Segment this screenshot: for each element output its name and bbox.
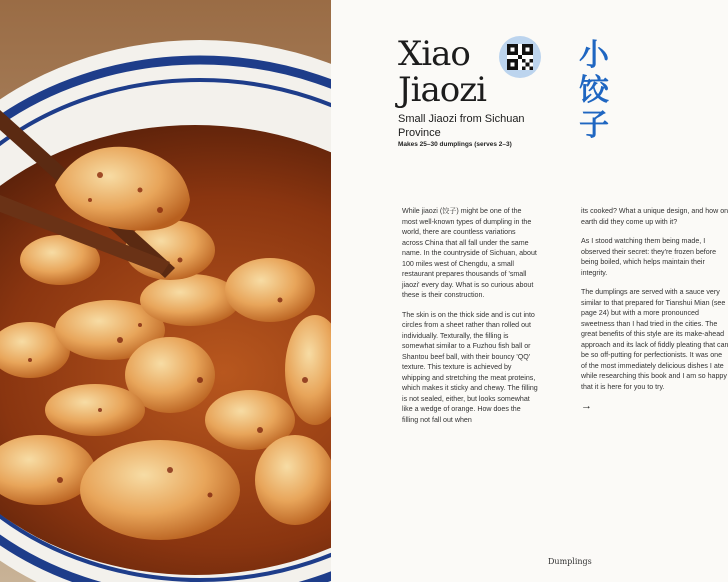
recipe-page <box>331 0 728 582</box>
paragraph: its cooked? What a unique design, and how on earth did they come up with it? <box>581 207 728 226</box>
chinese-title <box>577 38 611 143</box>
dumplings-photo-illustration <box>0 0 331 582</box>
title-line-2: Jiaozi <box>398 70 487 110</box>
chinese-char-2: 饺 <box>579 73 609 108</box>
food-photo <box>0 0 331 582</box>
chinese-char-3: 子 <box>579 108 609 143</box>
body-column-1 <box>402 206 538 434</box>
paragraph: The skin is on the thick side and is cut into circles from a sheet rather than rolled out individually. Texturally, the filling is somewhat similar to a Fuzhou fish ball or Shantou beef ball, with their bouncy 'QQ' texture. This texture is achieved by whipping and stretching the meat proteins, which makes it sticky and chewy. The filling is not sealed, either, but looks somewhat like a wedge of orange. How does the filling not fall out when <box>402 310 538 424</box>
recipe-yield: Makes 25–30 dumplings (serves 2–3) <box>398 141 512 148</box>
arrow-right-icon[interactable]: → <box>581 400 592 412</box>
paragraph: As I stood watching them being made, I observed their secret: they're frozen before being boiled, which helps maintain their integrity. <box>581 237 717 277</box>
recipe-title <box>398 36 486 108</box>
paragraph: The dumplings are served with a sauce very similar to that prepared for Tianshui Mian (see page 24) but with a more pronounced sweetness than I had tried in the cities. The great benefits of this style are its make-ahead approach and its lack of fiddly pleating that can be so off-putting for perfectionists. It was one of the most immediately delicious dishes I ate while researching this book and I am so happy that it is here for you to try. <box>581 288 728 391</box>
section-footer: Dumplings <box>548 557 592 566</box>
qr-code-icon[interactable] <box>499 36 541 78</box>
paragraph: While jiaozi (饺子) might be one of the most well-known types of dumpling in the world, there are countless variations across China that all fall under the same name. In the countryside of Sichuan, about 100 miles west of Chengdu, a small restaurant prepares thousands of 'small jiaozi' every day. What is so curious about these is their construction. <box>402 207 537 299</box>
chinese-char-1: 小 <box>579 38 609 73</box>
recipe-subtitle: Small Jiaozi from Sichuan Province <box>398 113 525 139</box>
body-column-2 <box>581 206 728 412</box>
title-line-1: Xiao <box>398 34 470 74</box>
